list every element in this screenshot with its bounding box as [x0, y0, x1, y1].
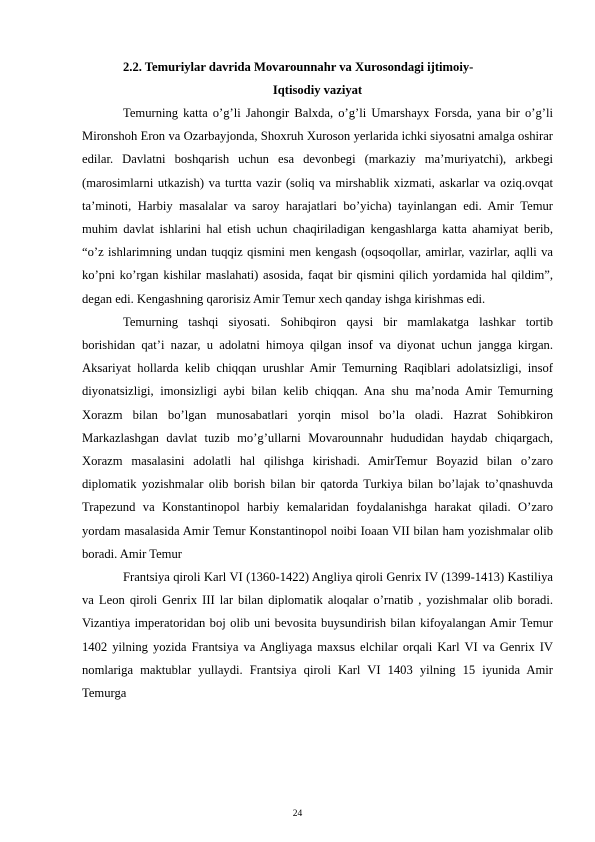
paragraph-3: Frantsiya qiroli Karl VI (1360-1422) Angliya qiroli Genrix IV (1399-1413) Kastiliya va Leon qiroli Genrix III lar bilan diplomatik aloqalar o’rnatib , yozishmalar olib boradi. Vizantiya imperatoridan boj olib uni bevosita buysundirish bilan kifoyalangan Amir Temur 1402 yilning yozida Frantsiya va Angliyaga maxsus elchilar orqali Karl VI va Genrix IV nomlariga maktublar yullaydi. Frantsiya qiroli Karl VI 1403 yilning 15 iyunida Amir Temurga	[82, 570, 553, 701]
paragraph-1: Temurning katta o’g’li Jahongir Balxda, o’g’li Umarshayx Forsda, yana bir o’g’li Mironshoh Eron va Ozarbayjonda, Shoxruh Xuroson yerlarida ichki siyosatni amalga oshirar edilar. Davlatni boshqarish uchun esa devonbegi (markaziy ma’muriyatchi), arkbegi (marosimlarni utkazish) va turtta vazir (soliq va mirshablik xizmati, askarlar va oziq.ovqat ta’minoti, Harbiy masalalar va saroy harajatlari bo’yicha) tayinlangan edi. Amir Temur muhim davlat ishlarini hal etish uchun chaqiriladigan kengashlarga katta ahamiyat berib, “o’z ishlarimning undan tuqqiz qismini men kengash (oqsoqollar, amirlar, vazirlar, aqlli va ko’pni ko’rgan kishilar maslahati) asosida, faqat bir qismini qilich yordamida hal qildim”, degan edi. Kengashning qarorisiz Amir Temur xech qanday ishga kirishmas edi.	[82, 106, 553, 306]
section-heading-line-2: Iqtisodiy vaziyat	[272, 83, 363, 97]
body-text	[82, 102, 553, 705]
page-number: 24	[292, 809, 303, 819]
section-heading-line-1: 2.2. Temuriylar davrida Movarounnahr va Xurosondagi ijtimoiy-	[123, 60, 474, 74]
paragraph-2: Temurning tashqi siyosati. Sohibqiron qaysi bir mamlakatga lashkar tortib borishidan qat’i nazar, u adolatni himoya qilgan insof va diyonat uchun jangga kirgan. Aksariyat hollarda kelib chiqqan urushlar Amir Temurning Raqiblari adolatsizligi, insof diyonatsizligi, imonsizligi aybi bilan kelib chiqqan. Ana shu ma’noda Amir Temurning Xorazm bilan bo’lgan munosabatlari yorqin misol bo’la oladi. Hazrat Sohibkiron Markazlashgan davlat tuzib mo’g’ullarni Movarounnahr hududidan haydab chiqargach, Xorazm masalasini adolatli hal qilishga kirishadi. AmirTemur Boyazid bilan o’zaro diplomatik yozishmalar olib borish bilan bir qatorda Turkiya bilan bo’lajak to’qnashuvda Trapezund va Konstantinopol harbiy kemalaridan foydalanishga harakat qiladi. O’zaro yordam masalasida Amir Temur Konstantinopol noibi Ioaan VII bilan ham yozishmalar olib boradi. Amir Temur	[82, 314, 553, 561]
